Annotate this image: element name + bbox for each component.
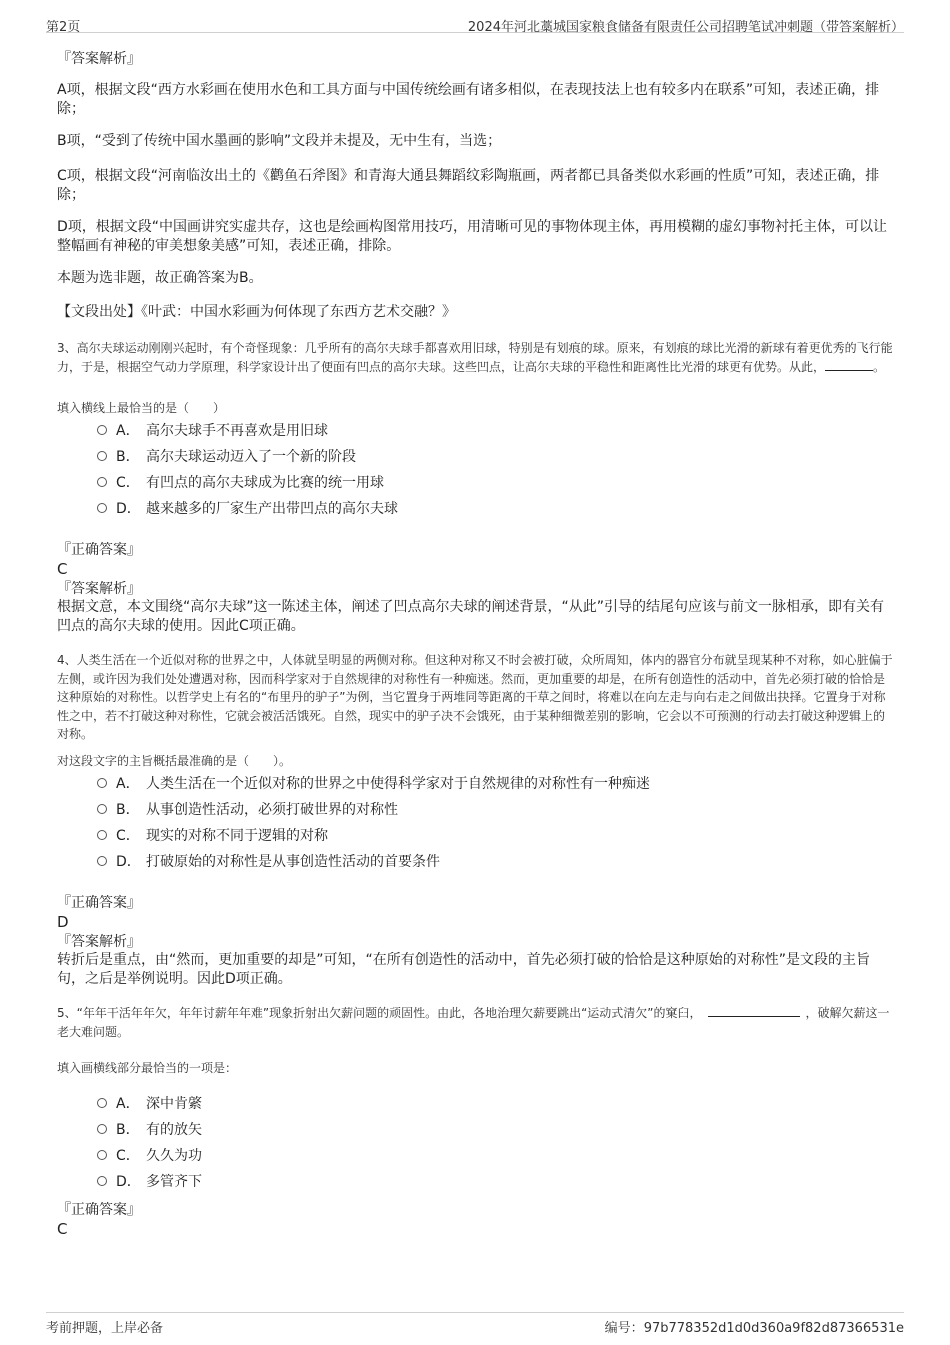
question-3-option-a[interactable]: A． 高尔夫球手不再喜欢是用旧球 — [97, 421, 328, 441]
fill-blank — [825, 358, 873, 371]
question-4-option-b[interactable]: B． 从事创造性活动，必须打破世界的对称性 — [97, 800, 398, 820]
question-3-prompt: 填入横线上最恰当的是（ ） — [57, 401, 226, 415]
question-4-stem: 4、人类生活在一个近似对称的世界之中，人体就呈明显的两侧对称。但这种对称又不时会被打破，众所周知，体内的器官分布就呈现某种不对称，如心脏偏于左侧，或许因为我们处处遭遇对称，因而科学家对于自然规律的对称性有一种痴迷。然而，更加重要的却是，在所有创造性的活动中，首先必须打破的恰恰是这种原始的对称性。以哲学史上有名的“布里丹的驴子”为例，当它置身于两堆同等距离的干草之间时，将难以在向左走与向右走之间做出抉择。它置身于对称性之中，若不打破这种对称性，它就会被活活饿死。自然，现实中的驴子决不会饿死，由于某种细微差别的影响，它会以不可预测的行动去打破这种逻辑上的对称。 — [57, 653, 893, 741]
analysis-option-c: C项，根据文段“河南临汝出土的《鹳鱼石斧图》和青海大通县舞蹈纹彩陶瓶画，两者都已具备类似水彩画的性质”可知，表述正确，排除； — [57, 168, 880, 203]
question-3-stem: 3、高尔夫球运动刚刚兴起时，有个奇怪现象：几乎所有的高尔夫球手都喜欢用旧球，特别是有划痕的球。原来，有划痕的球比光滑的新球有着更优秀的飞行能力，于是，根据空气动力学原理，科学家设计出了便面有凹点的高尔夫球。这些凹点，让高尔夫球的平稳性和距离性比光滑的球更有优势。从此， 。 — [57, 341, 893, 374]
document-title: 2024年河北藁城国家粮食储备有限责任公司招聘笔试冲刺题（带答案解析） — [467, 20, 904, 35]
radio-icon[interactable] — [97, 830, 107, 840]
question-4-option-d[interactable]: D． 打破原始的对称性是从事创造性活动的首要条件 — [97, 852, 440, 872]
question-5-stem: 5、“年年干活年年欠，年年讨薪年年难”现象折射出欠薪问题的顽固性。由此，各地治理欠薪要跳出“运动式清欠”的窠臼， ，破解欠薪这一老大难问题。 — [57, 1006, 890, 1039]
question-5-option-a[interactable]: A． 深中肯綮 — [97, 1094, 202, 1114]
analysis-option-a: A项，根据文段“西方水彩画在使用水色和工具方面与中国传统绘画有诸多相似，在表现技法上也有较多内在联系”可知，表述正确，排除； — [57, 82, 880, 117]
correct-answer-label: 『正确答案』 — [57, 1202, 141, 1218]
radio-icon[interactable] — [97, 1150, 107, 1160]
radio-icon[interactable] — [97, 451, 107, 461]
correct-answer: C — [57, 1220, 68, 1238]
radio-icon[interactable] — [97, 1098, 107, 1108]
analysis-option-d: D项，根据文段“中国画讲究实虚共存，这也是绘画构图常用技巧，用清晰可见的事物体现主体，再用模糊的虚幻事物衬托主体，可以让整幅画有神秘的审美想象美感”可知，表述正确，排除。 — [57, 219, 888, 254]
question-4-prompt: 对这段文字的主旨概括最准确的是（ ）。 — [57, 754, 292, 768]
correct-answer-label: 『正确答案』 — [57, 542, 141, 558]
question-5-prompt: 填入画横线部分最恰当的一项是： — [57, 1061, 238, 1075]
correct-answer-label: 『正确答案』 — [57, 895, 141, 911]
radio-icon[interactable] — [97, 778, 107, 788]
analysis-label: 『答案解析』 — [57, 581, 141, 597]
question-3-analysis: 根据文意，本文围绕“高尔夫球”这一陈述主体，阐述了凹点高尔夫球的阐述背景，“从此”引导的结尾句应该与前文一脉相承，即有关有凹点的高尔夫球的使用。因此C项正确。 — [57, 599, 885, 634]
question-5-option-b[interactable]: B． 有的放矢 — [97, 1120, 202, 1140]
question-5-option-d[interactable]: D． 多管齐下 — [97, 1172, 202, 1192]
question-3-option-d[interactable]: D． 越来越多的厂家生产出带凹点的高尔夫球 — [97, 499, 398, 519]
radio-icon[interactable] — [97, 477, 107, 487]
footer-slogan: 考前押题，上岸必备 — [46, 1321, 164, 1336]
analysis-option-b: B项，“受到了传统中国水墨画的影响”文段并未提及，无中生有，当选； — [57, 133, 502, 149]
question-4-option-a[interactable]: A． 人类生活在一个近似对称的世界之中使得科学家对于自然规律的对称性有一种痴迷 — [97, 774, 650, 794]
radio-icon[interactable] — [97, 503, 107, 513]
radio-icon[interactable] — [97, 1176, 107, 1186]
question-4-analysis: 转折后是重点，由“然而，更加重要的却是”可知，“在所有创造性的活动中，首先必须打破的恰恰是这种原始的对称性”是文段的主旨句，之后是举例说明。因此D项正确。 — [57, 952, 871, 987]
question-3-option-c[interactable]: C． 有凹点的高尔夫球成为比赛的统一用球 — [97, 473, 384, 493]
fill-blank — [708, 1004, 800, 1017]
page-footer — [46, 1312, 904, 1335]
analysis-label: 『答案解析』 — [57, 51, 141, 67]
document-code: 编号：97b778352d1d0d360a9f82d87366531e — [604, 1321, 904, 1336]
analysis-conclusion: 本题为选非题，故正确答案为B。 — [57, 270, 263, 286]
page-number: 第2页 — [46, 20, 81, 35]
radio-icon[interactable] — [97, 856, 107, 866]
radio-icon[interactable] — [97, 1124, 107, 1134]
question-5-option-c[interactable]: C． 久久为功 — [97, 1146, 202, 1166]
correct-answer: C — [57, 560, 68, 578]
passage-source: 【文段出处】《叶武：中国水彩画为何体现了东西方艺术交融？》 — [57, 304, 456, 320]
page-header — [46, 10, 904, 33]
question-4-option-c[interactable]: C． 现实的对称不同于逻辑的对称 — [97, 826, 328, 846]
correct-answer: D — [57, 913, 69, 931]
radio-icon[interactable] — [97, 425, 107, 435]
question-3-option-b[interactable]: B． 高尔夫球运动迈入了一个新的阶段 — [97, 447, 356, 467]
analysis-label: 『答案解析』 — [57, 934, 141, 950]
radio-icon[interactable] — [97, 804, 107, 814]
